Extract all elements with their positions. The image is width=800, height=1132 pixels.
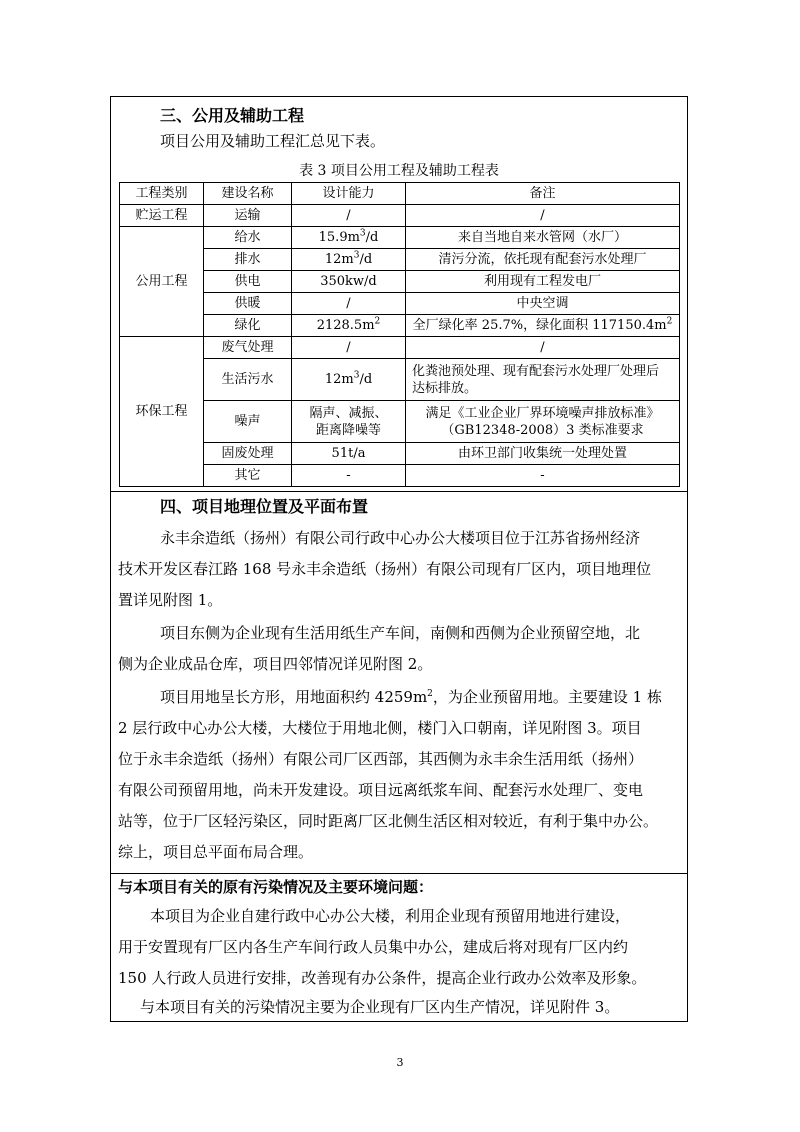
section4-p3-line: 2 层行政中心办公大楼，大楼位于用地北侧，楼门入口朝南，详见附图 3。项目	[118, 719, 642, 737]
table-row	[120, 271, 680, 293]
pollution-p1-line: 本项目为企业自建行政中心办公大楼，利用企业现有预留用地进行建设，	[150, 907, 631, 925]
pollution-p1-line: 150 人行政人员进行安排，改善现有办公条件，提高企业行政办公效率及形象。	[118, 969, 647, 987]
name-cell: 给水	[204, 227, 292, 249]
note-cell: 满足《工业企业厂界环境噪声排放标准》 （GB12348-2008）3 类标准要求	[406, 401, 680, 443]
note-cell: /	[406, 205, 680, 227]
capacity-cell: /	[292, 205, 406, 227]
section4-p1-line: 永丰余造纸（扬州）有限公司行政中心办公大楼项目位于江苏省扬州经济	[160, 529, 641, 547]
note-cell: 中央空调	[406, 293, 680, 315]
table-header-row	[120, 183, 680, 205]
category-cell: 贮运工程	[120, 205, 204, 227]
page-number: 3	[396, 1056, 404, 1069]
section4-p3-line: 位于永丰余造纸（扬州）有限公司厂区西部，其西侧为永丰余生活用纸（扬州）	[118, 750, 644, 768]
category-cell: 公用工程	[120, 227, 204, 337]
section4-p2-line: 项目东侧为企业现有生活用纸生产车间，南侧和西侧为企业预留空地，北	[160, 624, 641, 642]
table-row	[120, 465, 680, 487]
table-row	[120, 227, 680, 249]
table-row	[120, 337, 680, 359]
header-name: 建设名称	[204, 183, 292, 205]
utility-engineering-table	[119, 182, 680, 487]
capacity-cell: $15.9m^3/d$	[292, 227, 406, 249]
capacity-cell: $2128.5m^2$	[292, 315, 406, 337]
table-row	[120, 249, 680, 271]
name-cell: 供电	[204, 271, 292, 293]
name-cell: 生活污水	[204, 359, 292, 401]
name-cell: 排水	[204, 249, 292, 271]
note-cell: 由环卫部门收集统一处理处置	[406, 443, 680, 465]
header-category: 工程类别	[120, 183, 204, 205]
section3-heading: 三、公用及辅助工程	[160, 106, 305, 125]
section4-p2-line: 侧为企业成品仓库，项目四邻情况详见附图 2。	[118, 655, 433, 673]
capacity-cell: 51t/a	[292, 443, 406, 465]
name-cell: 其它	[204, 465, 292, 487]
capacity-cell: /	[292, 337, 406, 359]
header-note: 备注	[406, 183, 680, 205]
section-divider	[110, 491, 688, 492]
capacity-cell: 隔声、减振、 距离降噪等	[292, 401, 406, 443]
note-cell: /	[406, 337, 680, 359]
note-cell: 全厂绿化率 25.7%，绿化面积 $117150.4m^2$	[406, 315, 680, 337]
note-cell: 利用现有工程发电厂	[406, 271, 680, 293]
pollution-p2: 与本项目有关的污染情况主要为企业现有厂区内生产情况，详见附件 3。	[140, 998, 620, 1016]
name-cell: 绿化	[204, 315, 292, 337]
note-cell: 化粪池预处理、现有配套污水处理厂处理后 达标排放。	[406, 359, 680, 401]
section3-intro: 项目公用及辅助工程汇总见下表。	[160, 132, 386, 150]
pollution-p1-line: 用于安置现有厂区内各生产车间行政人员集中办公，建成后将对现有厂区内约	[118, 938, 629, 956]
table-row	[120, 205, 680, 227]
name-cell: 废气处理	[204, 337, 292, 359]
capacity-cell: -	[292, 465, 406, 487]
category-cell: 环保工程	[120, 337, 204, 487]
section4-heading: 四、项目地理位置及平面布置	[160, 497, 369, 516]
table-row	[120, 293, 680, 315]
table-row	[120, 401, 680, 443]
capacity-cell: $12m^3/d$	[292, 249, 406, 271]
section4-p3-line: 项目用地呈长方形，用地面积约 $4259m^2$，为企业预留用地。主要建设 1 栋	[160, 688, 662, 706]
table-row	[120, 315, 680, 337]
section4-p1-line: 技术开发区春江路 168 号永丰余造纸（扬州）有限公司现有厂区内，项目地理位	[118, 560, 652, 578]
pollution-heading: 与本项目有关的原有污染情况及主要环境问题：	[118, 878, 434, 896]
section4-p1-line: 置详见附图 1。	[118, 591, 223, 609]
name-cell: 固废处理	[204, 443, 292, 465]
header-capacity: 设计能力	[292, 183, 406, 205]
capacity-cell: 350kw/d	[292, 271, 406, 293]
section4-p3-line: 站等，位于厂区轻污染区，同时距离厂区北侧生活区相对较近，有利于集中办公。	[118, 812, 659, 830]
table3-caption: 表 3 项目公用工程及辅助工程表	[299, 163, 499, 179]
table-row	[120, 359, 680, 401]
capacity-cell: $12m^3/d$	[292, 359, 406, 401]
name-cell: 噪声	[204, 401, 292, 443]
note-cell: 清污分流，依托现有配套污水处理厂	[406, 249, 680, 271]
section4-p3-line: 综上，项目总平面布局合理。	[118, 843, 314, 861]
capacity-cell: /	[292, 293, 406, 315]
name-cell: 供暖	[204, 293, 292, 315]
note-cell: -	[406, 465, 680, 487]
section-divider	[110, 873, 688, 874]
name-cell: 运输	[204, 205, 292, 227]
section4-p3-line: 有限公司预留用地，尚未开发建设。项目远离纸浆车间、配套污水处理厂、变电	[118, 781, 644, 799]
note-cell: 来自当地自来水管网（水厂）	[406, 227, 680, 249]
table-row	[120, 443, 680, 465]
